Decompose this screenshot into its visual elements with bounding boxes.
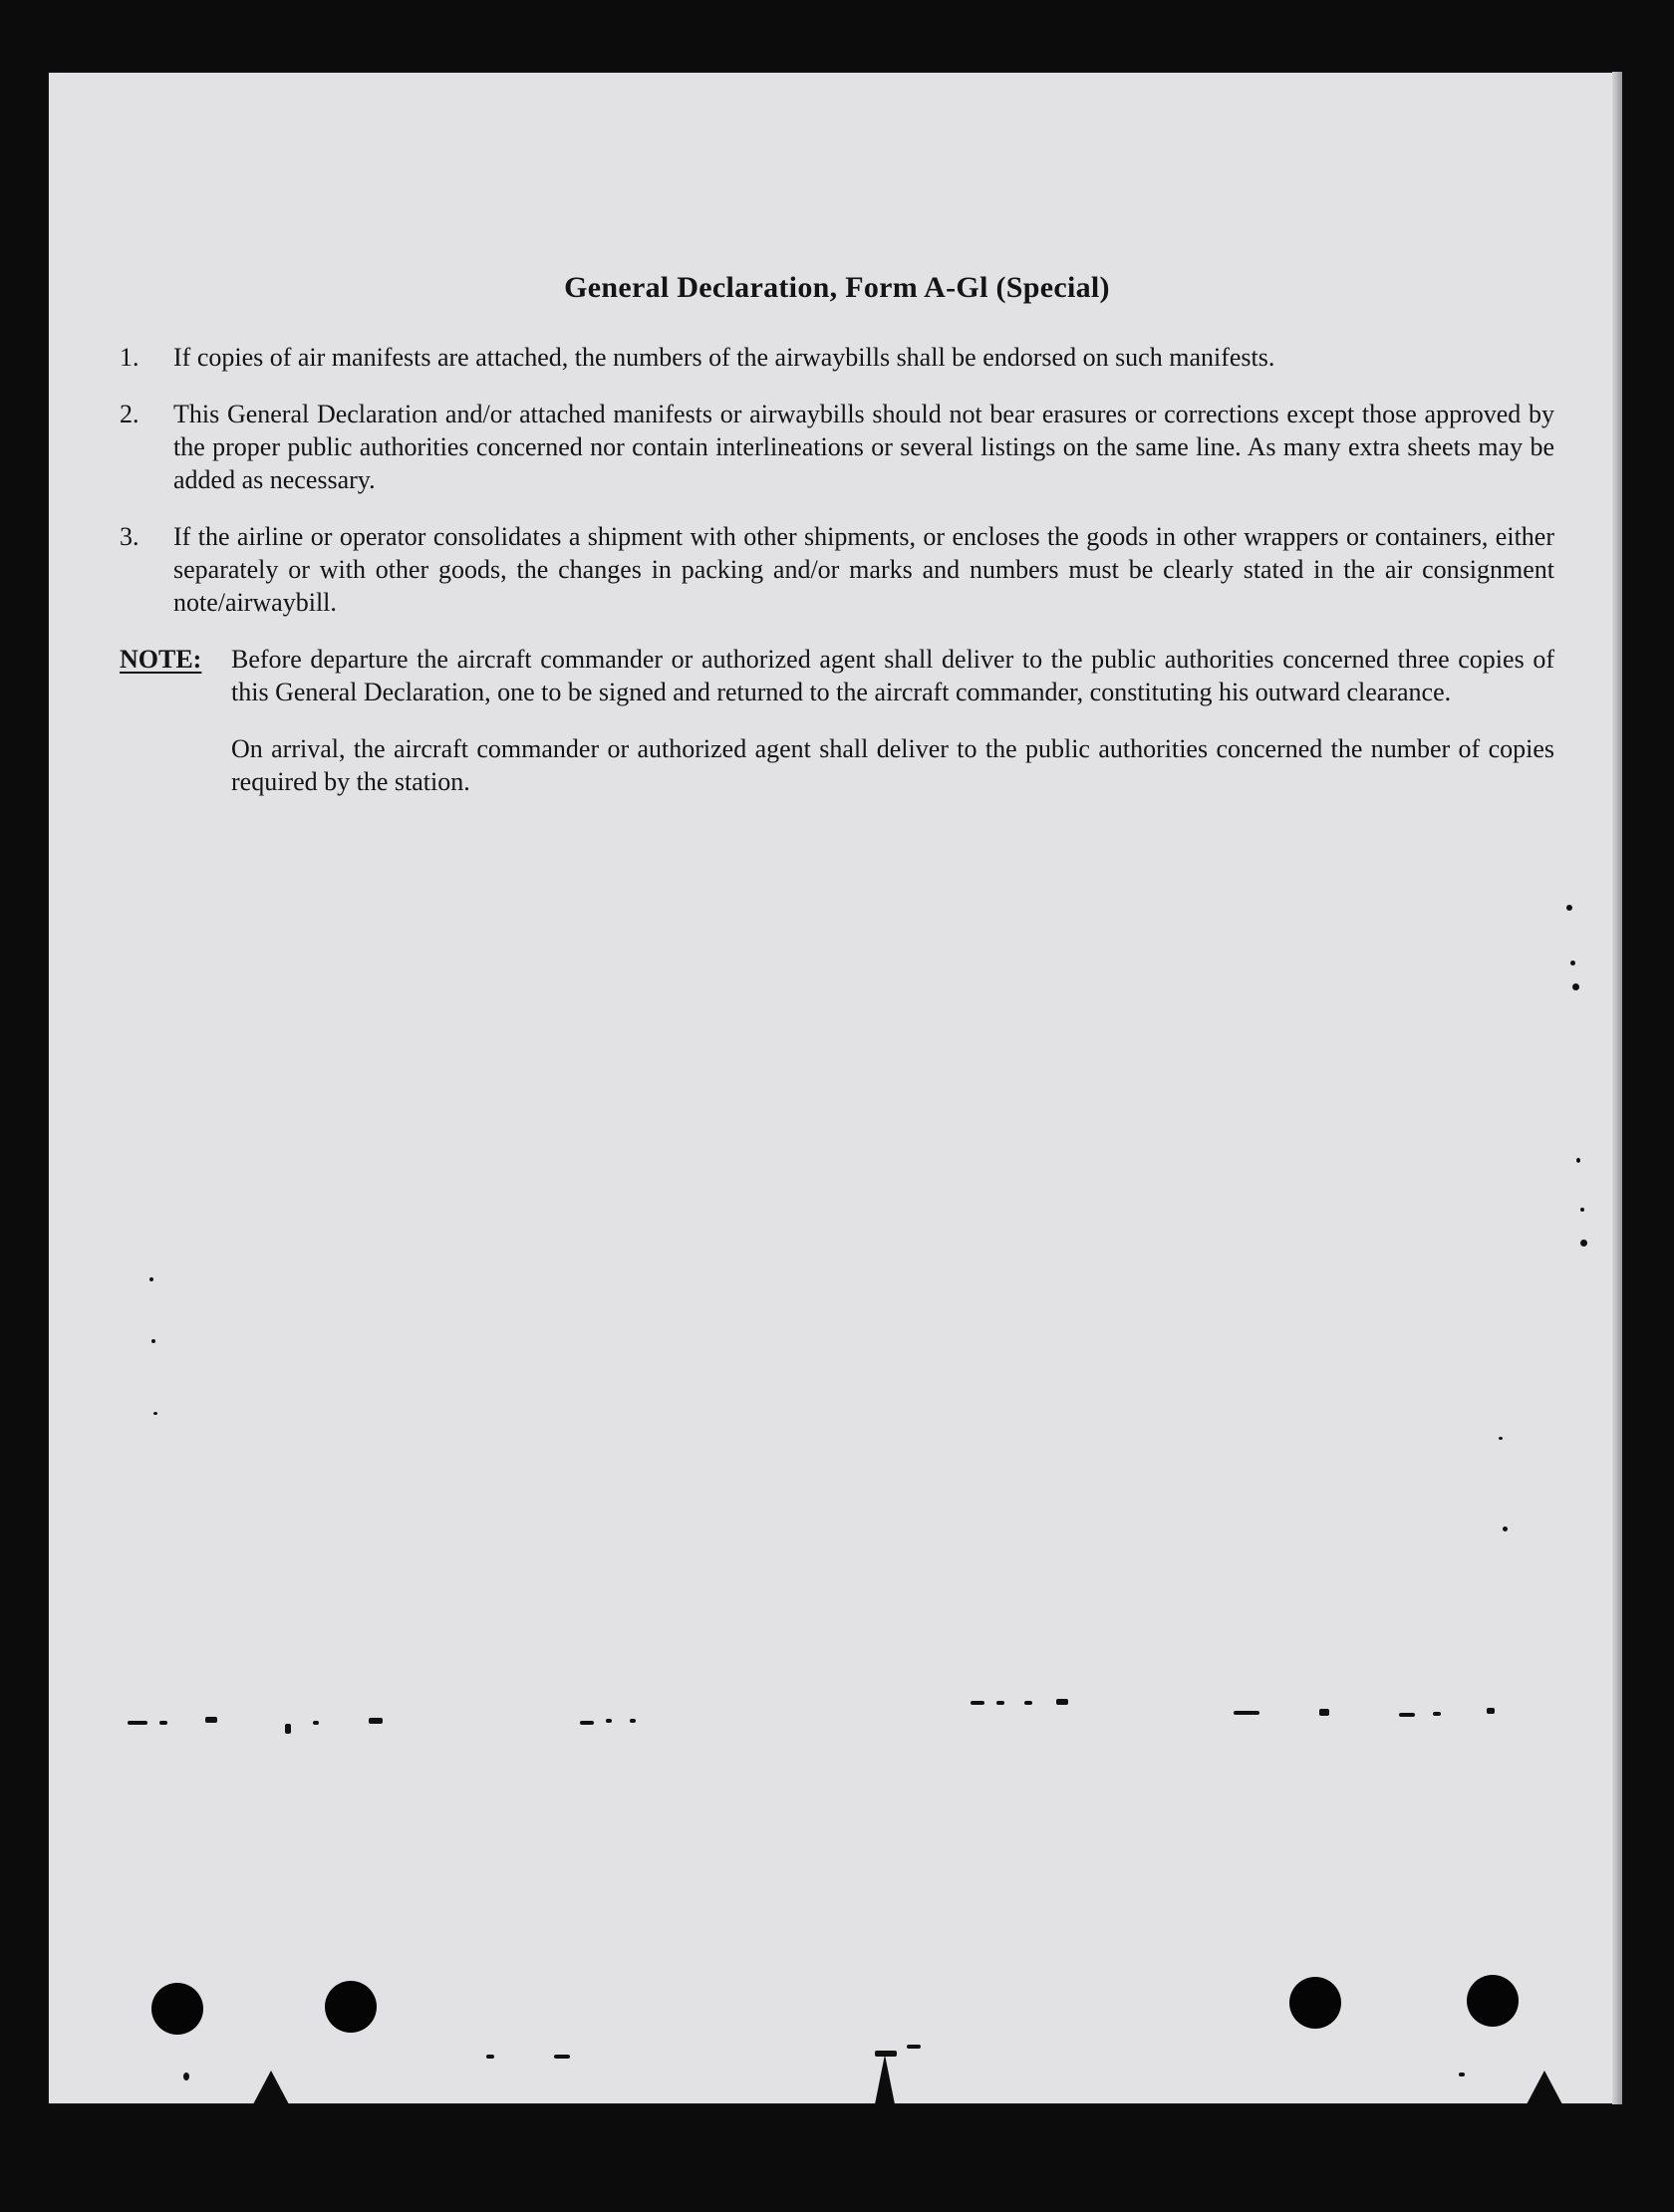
perforation-mark bbox=[971, 1701, 984, 1705]
binder-hole bbox=[151, 1983, 203, 2035]
binder-hole bbox=[1289, 1977, 1341, 2029]
item-text: This General Declaration and/or attached manifests or airwaybills should not bear erasures or corrections except those approved by the proper public authorities concerned nor contain interlineations or several listings on the same line. As many extra sheets may be added as necessary. bbox=[173, 400, 1554, 494]
note-paragraph-departure: Before departure the aircraft commander or authorized agent shall deliver to the public authorities concerned three copies of this General Declaration, one to be signed and returned to the aircraft commander, constituting his outward clearance. bbox=[231, 645, 1554, 706]
binder-hole bbox=[325, 1981, 377, 2033]
scan-speck bbox=[486, 2055, 494, 2059]
note-section bbox=[120, 643, 1554, 822]
perforation-mark bbox=[580, 1721, 594, 1725]
scan-speck bbox=[153, 1412, 157, 1415]
perforation-mark bbox=[1234, 1711, 1259, 1715]
torn-edge bbox=[253, 2071, 289, 2104]
instruction-item-1 bbox=[120, 341, 1554, 374]
scan-speck bbox=[907, 2045, 921, 2049]
perforation-mark bbox=[1487, 1708, 1495, 1714]
scan-speck bbox=[1499, 1437, 1503, 1440]
instruction-item-3 bbox=[120, 520, 1554, 619]
perforation-mark bbox=[159, 1721, 167, 1725]
document-page bbox=[48, 72, 1622, 2104]
torn-edge bbox=[875, 2055, 895, 2104]
item-text: If the airline or operator consolidates a shipment with other shipments, or encloses the goods in other wrappers or containers, either separately or with other goods, the changes in packing and/or marks and numbers must be clearly stated in the air consignment note/airwaybill. bbox=[173, 522, 1554, 617]
perforation-mark bbox=[1024, 1701, 1032, 1705]
perforation-mark bbox=[1399, 1713, 1415, 1717]
perforation-mark bbox=[1433, 1712, 1441, 1716]
perforation-mark bbox=[369, 1718, 383, 1724]
page-edge-shadow bbox=[1612, 72, 1622, 2104]
instruction-item-2 bbox=[120, 398, 1554, 496]
scan-speck bbox=[1572, 983, 1579, 990]
perforation-mark bbox=[1319, 1709, 1329, 1716]
item-number: 3. bbox=[120, 522, 140, 551]
perforation-mark bbox=[205, 1717, 217, 1723]
perforation-mark bbox=[1056, 1699, 1068, 1705]
perforation-mark bbox=[996, 1701, 1004, 1705]
document-body bbox=[120, 271, 1554, 822]
perforation-mark bbox=[313, 1721, 319, 1725]
scan-speck bbox=[1566, 905, 1572, 911]
scan-speck bbox=[1570, 961, 1575, 966]
item-text: If copies of air manifests are attached, the numbers of the airwaybills shall be endorsed on such manifests. bbox=[173, 343, 1275, 372]
scan-speck bbox=[1576, 1158, 1580, 1163]
scan-speck bbox=[554, 2055, 570, 2059]
perforation-mark bbox=[128, 1721, 147, 1725]
scan-speck bbox=[1580, 1240, 1587, 1246]
perforation-mark bbox=[285, 1724, 291, 1734]
scan-speck bbox=[1503, 1526, 1508, 1531]
scan-speck bbox=[1580, 1208, 1584, 1212]
binder-hole bbox=[1467, 1975, 1519, 2027]
note-label: NOTE: bbox=[120, 645, 202, 674]
item-number: 2. bbox=[120, 400, 140, 428]
scan-speck bbox=[151, 1339, 155, 1343]
scan-speck bbox=[149, 1277, 153, 1281]
scan-speck bbox=[183, 2073, 189, 2080]
torn-edge bbox=[1527, 2071, 1562, 2104]
scan-speck bbox=[1459, 2073, 1465, 2076]
form-title: General Declaration, Form A-Gl (Special) bbox=[564, 271, 1110, 304]
note-body bbox=[231, 643, 1554, 822]
item-number: 1. bbox=[120, 343, 140, 372]
perforation-mark bbox=[606, 1719, 612, 1723]
perforation-mark bbox=[630, 1719, 636, 1723]
note-paragraph-arrival: On arrival, the aircraft commander or authorized agent shall deliver to the public authorities concerned the number of copies required by the station. bbox=[231, 734, 1554, 796]
